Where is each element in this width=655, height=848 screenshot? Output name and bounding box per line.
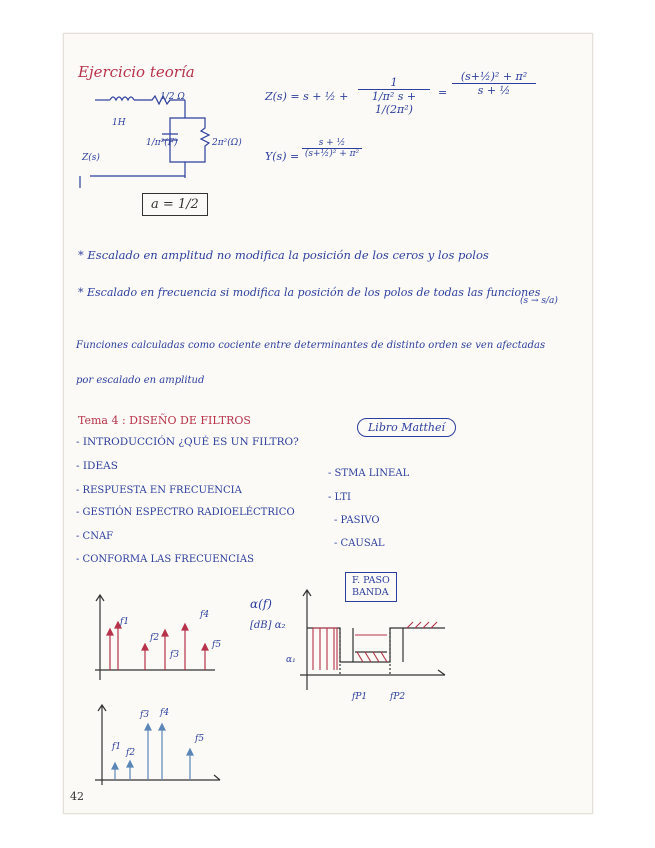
y-equation-lhs: Y(s) = [265, 150, 300, 163]
property-2: - LTI [328, 492, 352, 503]
spec1-f3: f3 [170, 650, 180, 660]
port-label: Z(s) [82, 153, 100, 163]
topic-item-5: - CNAF [76, 531, 114, 542]
fp1-label: fP1 [352, 692, 368, 702]
topic-heading: Tema 4 : DISEÑO DE FILTROS [78, 414, 251, 427]
z-fraction: $\frac{1}{\text{1/π² s + 1/(2π²)}}$ [358, 76, 430, 116]
property-1: - STMA LINEAL [328, 468, 410, 479]
fp2-label: fP2 [390, 692, 406, 702]
filter-type-box: F. PASO BANDA [345, 572, 397, 602]
topic-item-2: - IDEAS [76, 460, 118, 472]
page-title: Ejercicio teoría [78, 63, 195, 81]
scale-factor-box: a = 1/2 [142, 193, 208, 216]
z-equation-lhs: Z(s) = s + ½ + [265, 90, 349, 103]
z-rhs-fraction: $\frac{\text{(s+½)² + π²}}{\text{s + ½}}$ [452, 70, 536, 97]
spec2-f1: f1 [112, 742, 122, 752]
book-reference: Libro Mattheí [357, 418, 456, 437]
alpha1-label: α₁ [286, 655, 296, 665]
note-frequency-scaling: * Escalado en frecuencia si modifica la posición de los polos de todas las funciones [78, 286, 541, 299]
property-4: - CAUSAL [334, 538, 385, 549]
spectrum-diagram-2 [90, 705, 225, 785]
topic-item-1: - INTRODUCCIÓN ¿QUÉ ES UN FILTRO? [76, 436, 299, 448]
note-amplitude-scaling: * Escalado en amplitud no modifica la posición de los ceros y los polos [78, 248, 489, 262]
spec1-f5: f5 [212, 640, 222, 650]
resistor2-label: 2π²(Ω) [212, 138, 242, 148]
spec1-f1: f1 [120, 617, 130, 627]
spec1-f2: f2 [150, 633, 160, 643]
note-frequency-substitution: (s → s/a) [520, 296, 558, 306]
spec2-f3: f3 [140, 710, 150, 720]
z-equals: = [438, 86, 448, 99]
topic-item-6: - CONFORMA LAS FRECUENCIAS [76, 554, 254, 565]
topic-item-3: - RESPUESTA EN FRECUENCIA [76, 485, 242, 496]
inductor-label: 1H [112, 118, 126, 128]
alpha-axis-label: α(f) [250, 597, 272, 611]
spec2-f4: f4 [160, 708, 170, 718]
property-3: - PASIVO [334, 515, 380, 526]
spec2-f2: f2 [126, 748, 136, 758]
spec1-f4: f4 [200, 610, 210, 620]
spec2-f5: f5 [195, 734, 205, 744]
capacitor-label: 1/π²(F) [146, 138, 178, 148]
note-determinants-cont: por escalado en amplitud [76, 375, 205, 386]
bandpass-plot [295, 590, 455, 690]
y-fraction: $\frac{\text{s + ½}}{\text{(s+½)² + π²}}$ [302, 138, 362, 159]
circuit-diagram [70, 88, 270, 208]
page-number: 42 [70, 790, 84, 803]
db-axis-label: [dB] α₂ [250, 620, 286, 631]
note-determinants: Funciones calculadas como cociente entre determinantes de distinto orden se ven afectadas [76, 340, 546, 351]
resistor-label: 1/2 Ω [160, 92, 185, 102]
topic-item-4: - GESTIÓN ESPECTRO RADIOELÉCTRICO [76, 507, 295, 518]
